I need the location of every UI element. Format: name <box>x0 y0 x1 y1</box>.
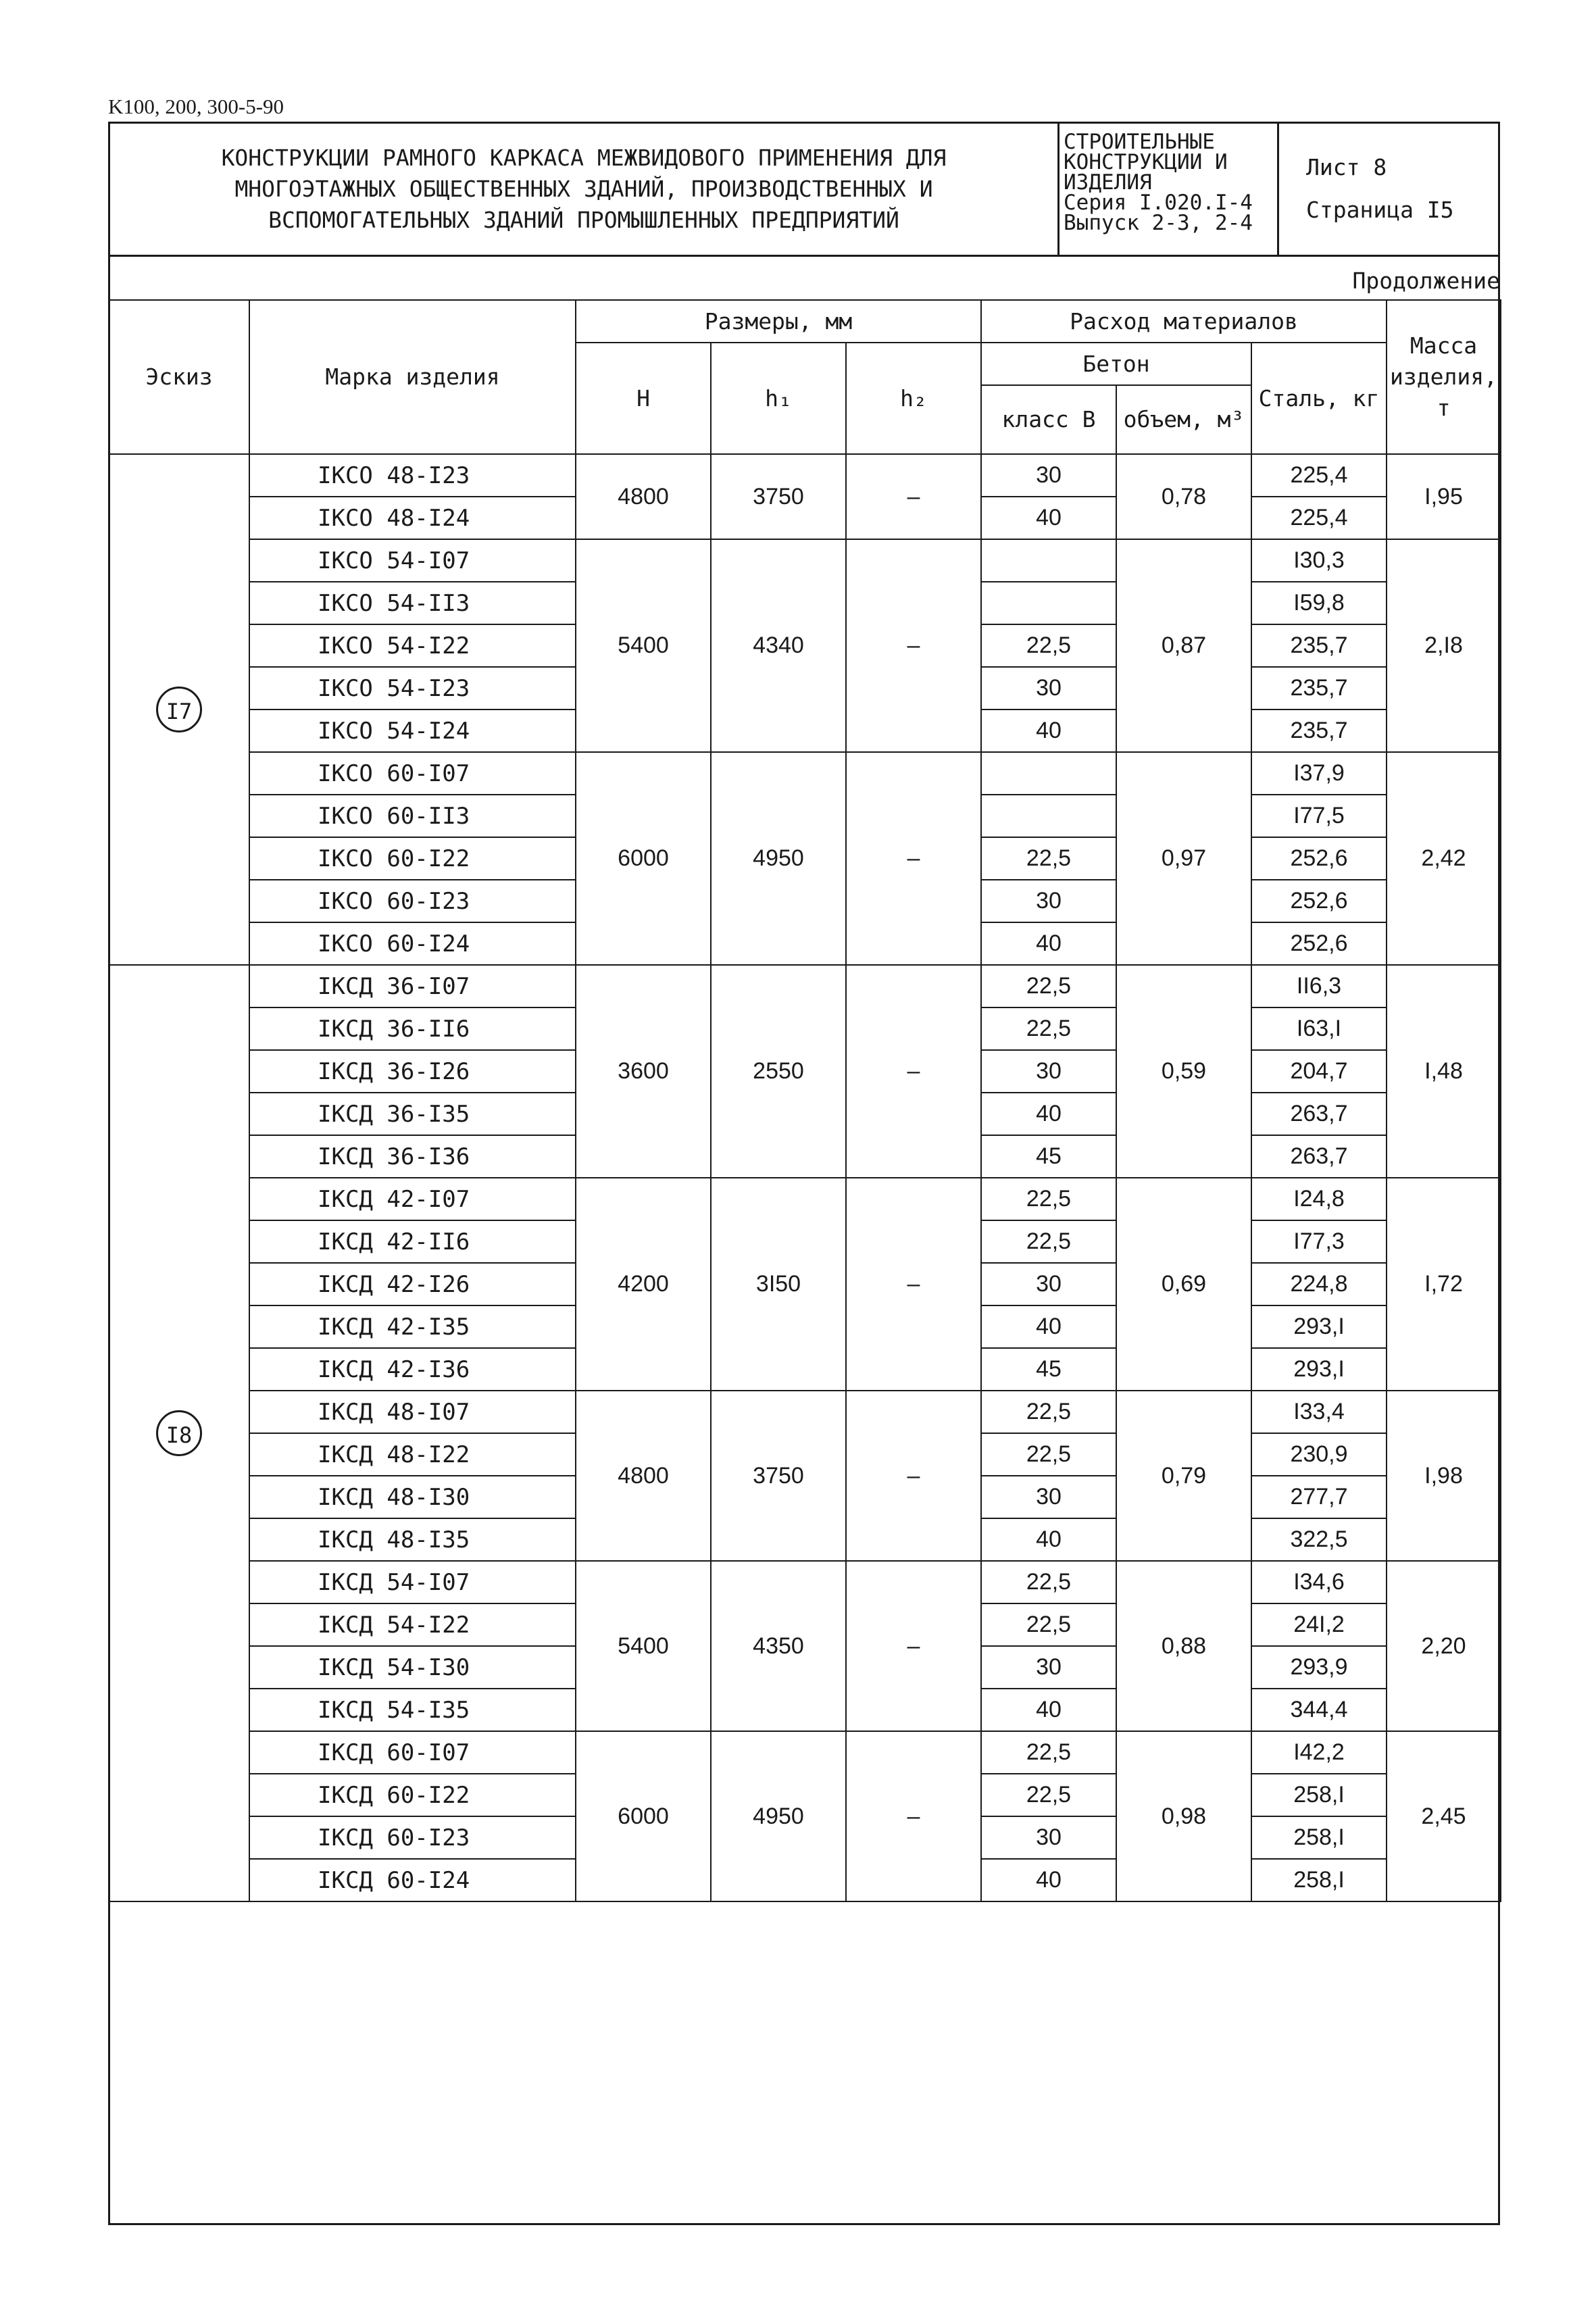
sketch-number: I8 <box>156 1410 202 1456</box>
table-row <box>109 752 1501 795</box>
class-cell: 45 <box>981 1348 1116 1391</box>
class-cell: 30 <box>981 1816 1116 1859</box>
table-row <box>109 454 1501 497</box>
volume-cell: 0,79 <box>1116 1391 1251 1561</box>
class-cell: 22,5 <box>981 1391 1116 1433</box>
class-cell: 22,5 <box>981 1178 1116 1220</box>
header-mass: Масса изделия, т <box>1387 300 1501 454</box>
steel-cell: I30,3 <box>1251 539 1387 582</box>
title-line: ВСПОМОГАТЕЛЬНЫХ ЗДАНИЙ ПРОМЫШЛЕННЫХ ПРЕДПРИЯТИЙ <box>268 207 899 233</box>
steel-cell: 225,4 <box>1251 454 1387 497</box>
steel-cell: 258,I <box>1251 1859 1387 1901</box>
header-dimensions: Размеры, мм <box>576 300 981 343</box>
mark-cell: IКСД 48-I22 <box>249 1433 576 1476</box>
mark-cell: IКСД 48-I07 <box>249 1391 576 1433</box>
volume-cell: 0,98 <box>1116 1731 1251 1901</box>
steel-cell: 235,7 <box>1251 667 1387 710</box>
h2-cell: – <box>846 1731 981 1901</box>
h-cell: 5400 <box>576 539 711 752</box>
steel-cell: I59,8 <box>1251 582 1387 624</box>
steel-cell: 293,I <box>1251 1348 1387 1391</box>
mass-cell: 2,20 <box>1387 1561 1501 1731</box>
class-cell <box>981 582 1116 624</box>
table-row <box>109 1178 1501 1220</box>
volume-cell: 0,59 <box>1116 965 1251 1178</box>
class-cell: 22,5 <box>981 1433 1116 1476</box>
steel-cell: I63,I <box>1251 1007 1387 1050</box>
h2-cell: – <box>846 752 981 965</box>
steel-cell: 24I,2 <box>1251 1603 1387 1646</box>
page-number: Страница I5 <box>1306 197 1454 223</box>
steel-cell: 235,7 <box>1251 624 1387 667</box>
mark-cell: IКСО 60-I24 <box>249 922 576 965</box>
steel-cell: 224,8 <box>1251 1263 1387 1305</box>
header-h1: h₁ <box>711 343 846 454</box>
header-concrete: Бетон <box>981 343 1251 385</box>
series-line: ИЗДЕЛИЯ <box>1064 170 1152 195</box>
class-cell: 30 <box>981 1050 1116 1093</box>
class-cell <box>981 795 1116 837</box>
h-cell: 4800 <box>576 1391 711 1561</box>
steel-cell: 263,7 <box>1251 1093 1387 1135</box>
h2-cell: – <box>846 1561 981 1731</box>
steel-cell: 204,7 <box>1251 1050 1387 1093</box>
h1-cell: 2550 <box>711 965 846 1178</box>
class-cell: 22,5 <box>981 1561 1116 1603</box>
sheet-info <box>1279 124 1500 255</box>
class-cell: 40 <box>981 1859 1116 1901</box>
header-class: класс В <box>981 385 1116 454</box>
h-cell: 3600 <box>576 965 711 1178</box>
header-sketch: Эскиз <box>109 300 249 454</box>
h1-cell: 3I50 <box>711 1178 846 1391</box>
series-line: Выпуск 2-3, 2-4 <box>1064 211 1253 235</box>
mark-cell: IКСО 60-II3 <box>249 795 576 837</box>
mark-cell: IКСД 42-II6 <box>249 1220 576 1263</box>
steel-cell: 344,4 <box>1251 1689 1387 1731</box>
table-row <box>109 1731 1501 1774</box>
h1-cell: 3750 <box>711 454 846 539</box>
steel-cell: I77,3 <box>1251 1220 1387 1263</box>
h-cell: 4200 <box>576 1178 711 1391</box>
class-cell: 22,5 <box>981 837 1116 880</box>
mark-cell: IКСД 54-I07 <box>249 1561 576 1603</box>
h2-cell: – <box>846 1391 981 1561</box>
class-cell: 22,5 <box>981 1731 1116 1774</box>
steel-cell: 252,6 <box>1251 880 1387 922</box>
title-line: МНОГОЭТАЖНЫХ ОБЩЕСТВЕННЫХ ЗДАНИЙ, ПРОИЗВОДСТВЕННЫХ И <box>234 176 933 202</box>
series-line: СТРОИТЕЛЬНЫЕ <box>1064 130 1215 154</box>
table-row <box>109 1391 1501 1433</box>
h2-cell: – <box>846 454 981 539</box>
mark-cell: IКСД 48-I35 <box>249 1518 576 1561</box>
class-cell: 30 <box>981 880 1116 922</box>
mass-cell: I,72 <box>1387 1178 1501 1391</box>
h1-cell: 4340 <box>711 539 846 752</box>
class-cell: 45 <box>981 1135 1116 1178</box>
series-line: КОНСТРУКЦИИ И <box>1064 150 1228 174</box>
steel-cell: 263,7 <box>1251 1135 1387 1178</box>
mass-cell: I,95 <box>1387 454 1501 539</box>
steel-cell: I34,6 <box>1251 1561 1387 1603</box>
class-cell: 30 <box>981 1646 1116 1689</box>
mark-cell: IКСД 54-I22 <box>249 1603 576 1646</box>
h2-cell: – <box>846 539 981 752</box>
mark-cell: IКСД 36-I26 <box>249 1050 576 1093</box>
steel-cell: 277,7 <box>1251 1476 1387 1518</box>
class-cell: 22,5 <box>981 624 1116 667</box>
mass-cell: 2,I8 <box>1387 539 1501 752</box>
h1-cell: 4950 <box>711 752 846 965</box>
mark-cell: IКСО 54-I24 <box>249 710 576 752</box>
steel-cell: 293,I <box>1251 1305 1387 1348</box>
mark-cell: IКСД 36-I35 <box>249 1093 576 1135</box>
h1-cell: 4950 <box>711 1731 846 1901</box>
materials-table <box>108 299 1501 1902</box>
header-mark: Марка изделия <box>249 300 576 454</box>
class-cell: 22,5 <box>981 1774 1116 1816</box>
mark-cell: IКСД 36-I36 <box>249 1135 576 1178</box>
volume-cell: 0,97 <box>1116 752 1251 965</box>
steel-cell: I33,4 <box>1251 1391 1387 1433</box>
mark-cell: IКСО 60-I23 <box>249 880 576 922</box>
class-cell: 40 <box>981 1689 1116 1731</box>
series-info <box>1059 124 1279 255</box>
steel-cell: I24,8 <box>1251 1178 1387 1220</box>
class-cell: 30 <box>981 1263 1116 1305</box>
steel-cell: 258,I <box>1251 1816 1387 1859</box>
mark-cell: IКСО 60-I07 <box>249 752 576 795</box>
mark-cell: IКСО 54-I07 <box>249 539 576 582</box>
class-cell: 40 <box>981 922 1116 965</box>
volume-cell: 0,78 <box>1116 454 1251 539</box>
mark-cell: IКСД 48-I30 <box>249 1476 576 1518</box>
mass-cell: 2,42 <box>1387 752 1501 965</box>
steel-cell: 252,6 <box>1251 922 1387 965</box>
sketch-cell <box>109 965 249 1901</box>
volume-cell: 0,87 <box>1116 539 1251 752</box>
mark-cell: IКСД 60-I23 <box>249 1816 576 1859</box>
h-cell: 6000 <box>576 752 711 965</box>
mass-cell: 2,45 <box>1387 1731 1501 1901</box>
mark-cell: IКСД 54-I30 <box>249 1646 576 1689</box>
mark-cell: IКСД 42-I36 <box>249 1348 576 1391</box>
title-block <box>108 122 1500 257</box>
document-code: K100, 200, 300-5-90 <box>108 95 284 118</box>
h1-cell: 4350 <box>711 1561 846 1731</box>
class-cell: 30 <box>981 667 1116 710</box>
steel-cell: II6,3 <box>1251 965 1387 1007</box>
mark-cell: IКСД 60-I22 <box>249 1774 576 1816</box>
mark-cell: IКСО 48-I24 <box>249 497 576 539</box>
sketch-cell <box>109 454 249 965</box>
steel-cell: I42,2 <box>1251 1731 1387 1774</box>
steel-cell: I37,9 <box>1251 752 1387 795</box>
steel-cell: 225,4 <box>1251 497 1387 539</box>
class-cell: 22,5 <box>981 965 1116 1007</box>
mark-cell: IКСД 54-I35 <box>249 1689 576 1731</box>
steel-cell: 252,6 <box>1251 837 1387 880</box>
volume-cell: 0,88 <box>1116 1561 1251 1731</box>
h-cell: 5400 <box>576 1561 711 1731</box>
continuation-label: Продолжение <box>1352 268 1500 294</box>
mass-cell: I,48 <box>1387 965 1501 1178</box>
class-cell: 22,5 <box>981 1007 1116 1050</box>
mark-cell: IКСО 54-I22 <box>249 624 576 667</box>
mark-cell: IКСО 54-II3 <box>249 582 576 624</box>
class-cell: 30 <box>981 454 1116 497</box>
class-cell <box>981 752 1116 795</box>
mark-cell: IКСД 60-I07 <box>249 1731 576 1774</box>
steel-cell: 293,9 <box>1251 1646 1387 1689</box>
h1-cell: 3750 <box>711 1391 846 1561</box>
title-line: КОНСТРУКЦИИ РАМНОГО КАРКАСА МЕЖВИДОВОГО ПРИМЕНЕНИЯ ДЛЯ <box>221 145 947 171</box>
steel-cell: 258,I <box>1251 1774 1387 1816</box>
volume-cell: 0,69 <box>1116 1178 1251 1391</box>
header-volume: объем, м³ <box>1116 385 1251 454</box>
mark-cell: IКСО 60-I22 <box>249 837 576 880</box>
mark-cell: IКСД 42-I35 <box>249 1305 576 1348</box>
sheet-number: Лист 8 <box>1306 154 1387 180</box>
class-cell: 40 <box>981 497 1116 539</box>
mark-cell: IКСД 60-I24 <box>249 1859 576 1901</box>
h2-cell: – <box>846 1178 981 1391</box>
steel-cell: 322,5 <box>1251 1518 1387 1561</box>
class-cell: 40 <box>981 710 1116 752</box>
mark-cell: IКСД 42-I26 <box>249 1263 576 1305</box>
mark-cell: IКСД 36-II6 <box>249 1007 576 1050</box>
mass-cell: I,98 <box>1387 1391 1501 1561</box>
class-cell <box>981 539 1116 582</box>
mark-cell: IКСО 48-I23 <box>249 454 576 497</box>
document-title <box>110 124 1059 255</box>
table-row <box>109 539 1501 582</box>
table-row <box>109 965 1501 1007</box>
class-cell: 22,5 <box>981 1220 1116 1263</box>
steel-cell: I77,5 <box>1251 795 1387 837</box>
h-cell: 6000 <box>576 1731 711 1901</box>
header-h2: h₂ <box>846 343 981 454</box>
class-cell: 30 <box>981 1476 1116 1518</box>
header-materials: Расход материалов <box>981 300 1387 343</box>
class-cell: 40 <box>981 1093 1116 1135</box>
mark-cell: IКСО 54-I23 <box>249 667 576 710</box>
class-cell: 40 <box>981 1518 1116 1561</box>
class-cell: 22,5 <box>981 1603 1116 1646</box>
series-line: Серия I.020.I-4 <box>1064 191 1253 215</box>
sketch-number: I7 <box>156 687 202 732</box>
steel-cell: 230,9 <box>1251 1433 1387 1476</box>
steel-cell: 235,7 <box>1251 710 1387 752</box>
h2-cell: – <box>846 965 981 1178</box>
header-steel: Сталь, кг <box>1251 343 1387 454</box>
table-row <box>109 1561 1501 1603</box>
mark-cell: IКСД 42-I07 <box>249 1178 576 1220</box>
header-h: H <box>576 343 711 454</box>
mark-cell: IКСД 36-I07 <box>249 965 576 1007</box>
class-cell: 40 <box>981 1305 1116 1348</box>
h-cell: 4800 <box>576 454 711 539</box>
